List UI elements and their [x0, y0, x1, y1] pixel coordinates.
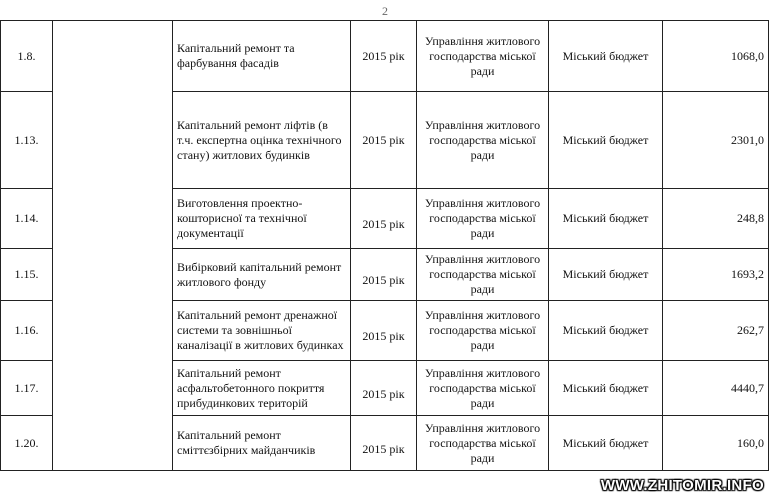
- work-name: Виготовлення проектно-кошторисної та технічної документації: [173, 189, 351, 249]
- executor-cell: Управління житлового господарства міської ради: [417, 416, 549, 471]
- year-cell: 2015 рік: [362, 273, 405, 287]
- executor-cell: Управління житлового господарства міської ради: [417, 249, 549, 301]
- funding-source-cell: Міський бюджет: [549, 21, 663, 92]
- program-table: [0, 20, 769, 471]
- merged-empty-cell: [53, 21, 173, 471]
- executor-cell: Управління житлового господарства міської ради: [417, 189, 549, 249]
- amount-cell: 248,8: [663, 189, 769, 249]
- amount-cell: 262,7: [663, 301, 769, 361]
- year-cell: 2015 рік: [362, 386, 405, 401]
- row-number: 1.20.: [1, 416, 53, 471]
- work-name: Капітальний ремонт асфальтобетонного покриття прибудинкових територій: [173, 361, 351, 416]
- funding-source-cell: Міський бюджет: [549, 301, 663, 361]
- work-name: Капітальний ремонт та фарбування фасадів: [173, 21, 351, 92]
- year-cell: 2015 рік: [362, 441, 405, 456]
- year-cell: 2015 рік: [362, 329, 405, 343]
- work-name: Вибірковий капітальний ремонт житлового фонду: [173, 249, 351, 301]
- work-name: Капітальний ремонт дренажної системи та зовнішньої каналізації в житлових будинках: [173, 301, 351, 361]
- amount-cell: 4440,7: [663, 361, 769, 416]
- table-row: [1, 21, 769, 92]
- row-number: 1.14.: [1, 189, 53, 249]
- executor-cell: Управління житлового господарства міської ради: [417, 301, 549, 361]
- executor-cell: Управління житлового господарства міської ради: [417, 92, 549, 189]
- funding-source-cell: Міський бюджет: [549, 361, 663, 416]
- year-cell: 2015 рік: [351, 21, 417, 92]
- year-cell: 2015 рік: [362, 217, 405, 231]
- funding-source-cell: Міський бюджет: [549, 249, 663, 301]
- work-name: Капітальний ремонт сміттєзбірних майданчиків: [173, 416, 351, 471]
- site-watermark: WWW.ZHITOMIR.INFO: [600, 477, 764, 494]
- page-number: 2: [382, 4, 388, 18]
- row-number: 1.13.: [1, 92, 53, 189]
- row-number: 1.15.: [1, 249, 53, 301]
- row-number: 1.16.: [1, 301, 53, 361]
- year-cell: 2015 рік: [351, 92, 417, 189]
- funding-source-cell: Міський бюджет: [549, 416, 663, 471]
- work-name: Капітальний ремонт ліфтів (в т.ч. експертна оцінка технічного стану) житлових будинків: [173, 92, 351, 189]
- amount-cell: 1068,0: [663, 21, 769, 92]
- amount-cell: 2301,0: [663, 92, 769, 189]
- executor-cell: Управління житлового господарства міської ради: [417, 361, 549, 416]
- amount-cell: 1693,2: [663, 249, 769, 301]
- executor-cell: Управління житлового господарства міської ради: [417, 21, 549, 92]
- funding-source-cell: Міський бюджет: [549, 92, 663, 189]
- amount-cell: 160,0: [663, 416, 769, 471]
- row-number: 1.17.: [1, 361, 53, 416]
- funding-source-cell: Міський бюджет: [549, 189, 663, 249]
- row-number: 1.8.: [1, 21, 53, 92]
